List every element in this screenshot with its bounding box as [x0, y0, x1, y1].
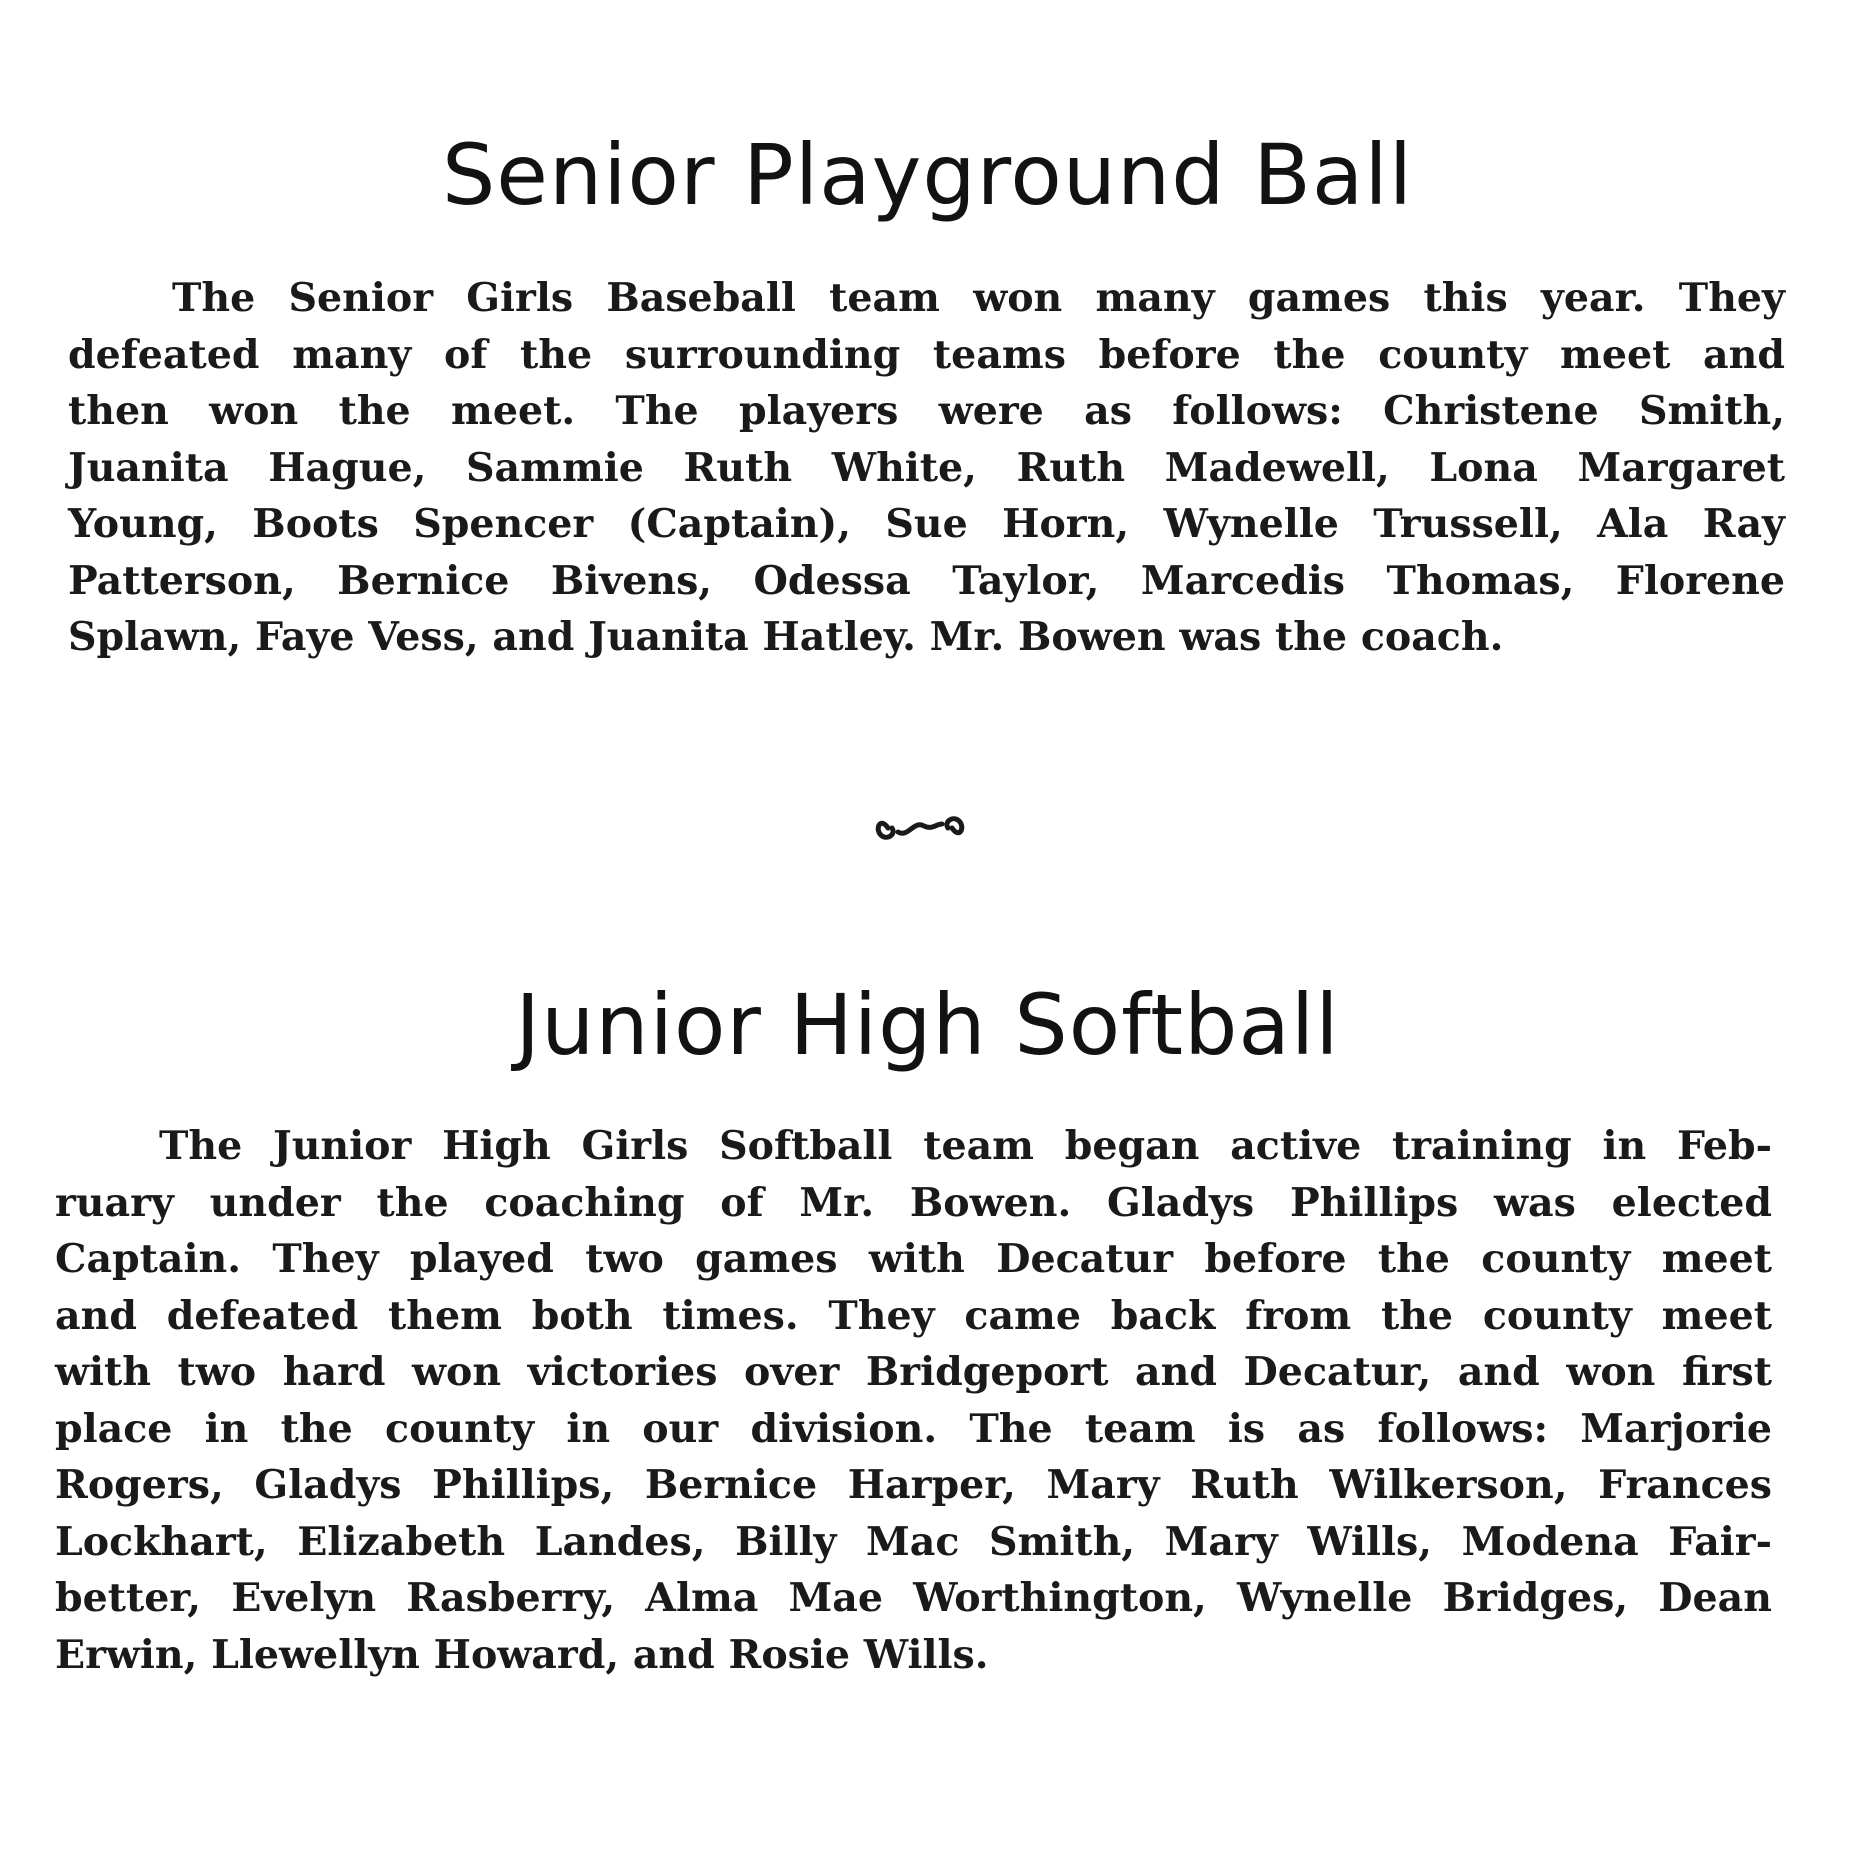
paragraph-line: Young, Boots Spencer (Captain), Sue Horn, Wynelle Trussell, Ala Ray: [68, 501, 1785, 547]
paragraph-line: then won the meet. The players were as follows: Christene Smith,: [68, 388, 1785, 434]
paragraph-line: defeated many of the surrounding teams before the county meet and: [68, 331, 1785, 378]
paragraph-line: The Senior Girls Baseball team won many games this year. They: [172, 275, 1785, 321]
paragraph-line: The Junior High Girls Softball team began active training in Feb-: [159, 1123, 1772, 1169]
scroll-ornament-icon: [870, 808, 970, 848]
paragraph-line: Erwin, Llewellyn Howard, and Rosie Wills.: [55, 1631, 989, 1678]
junior-section-title: Junior High Softball: [515, 976, 1340, 1074]
paragraph-line: with two hard won victories over Bridgeport and Decatur, and won first: [55, 1349, 1772, 1395]
paragraph-line: Patterson, Bernice Bivens, Odessa Taylor, Marcedis Thomas, Florene: [68, 557, 1785, 604]
paragraph-line: Lockhart, Elizabeth Landes, Billy Mac Smith, Mary Wills, Modena Fair-: [55, 1518, 1772, 1565]
paragraph-line: Splawn, Faye Vess, and Juanita Hatley. Mr. Bowen was the coach.: [68, 614, 1504, 660]
paragraph-line: and defeated them both times. They came back from the county meet: [55, 1292, 1772, 1339]
paragraph-line: better, Evelyn Rasberry, Alma Mae Worthington, Wynelle Bridges, Dean: [55, 1575, 1772, 1621]
paragraph-line: Juanita Hague, Sammie Ruth White, Ruth Madewell, Lona Margaret: [68, 444, 1785, 491]
junior-section-paragraph: [55, 1118, 1772, 1683]
senior-section-paragraph: [68, 270, 1785, 666]
senior-section-title: Senior Playground Ball: [441, 126, 1414, 224]
paragraph-line: Captain. They played two games with Decatur before the county meet: [55, 1236, 1772, 1282]
paragraph-line: Rogers, Gladys Phillips, Bernice Harper, Mary Ruth Wilkerson, Frances: [55, 1462, 1772, 1508]
paragraph-line: ruary under the coaching of Mr. Bowen. Gladys Phillips was elected: [55, 1179, 1772, 1226]
paragraph-line: place in the county in our division. The team is as follows: Marjorie: [55, 1405, 1772, 1452]
